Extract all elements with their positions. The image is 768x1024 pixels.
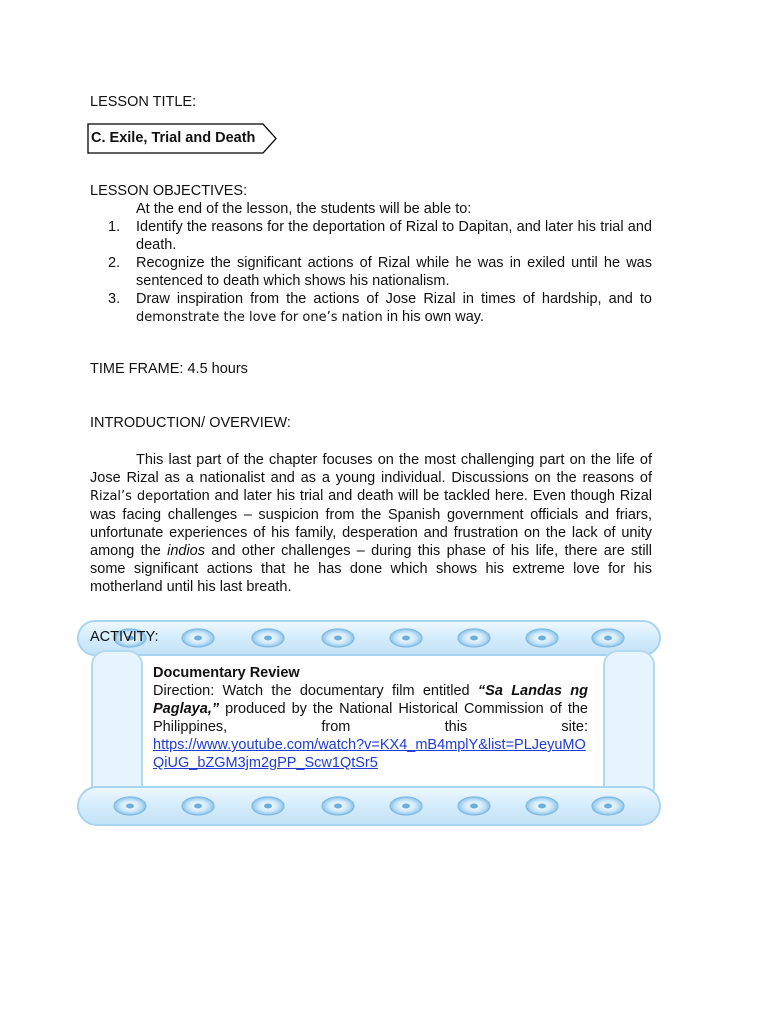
- lesson-title: C. Exile, Trial and Death: [91, 130, 256, 146]
- sprocket-hole-center: [126, 804, 134, 809]
- sprocket-hole-center: [194, 804, 202, 809]
- documentary-link[interactable]: https://www.youtube.com/watch?v=KX4_mB4mplY&list=PLJeyuMOQiUG_bZGM3jm2gPP_Scw1QtSr5: [153, 737, 586, 771]
- objectives-intro: At the end of the lesson, the students will be able to:: [136, 201, 472, 217]
- objective-text: Draw inspiration from the actions of Jose Rizal in times of hardship, and to: [136, 291, 652, 307]
- introduction-label: INTRODUCTION/ OVERVIEW:: [90, 415, 291, 431]
- sprocket-hole-center: [538, 804, 546, 809]
- objective-item: [108, 218, 652, 254]
- sprocket-hole-center: [194, 636, 202, 641]
- objective-item: [108, 254, 652, 290]
- sprocket-hole-center: [470, 636, 478, 641]
- activity-direction: Direction: Watch the documentary film entitled “Sa Landas ng Paglaya,” produced by the National Historical Commission of the Philippines, from this site:: [153, 683, 588, 735]
- lesson-title-badge: [87, 123, 277, 154]
- sprocket-hole-center: [334, 804, 342, 809]
- sprocket-hole-center: [604, 804, 612, 809]
- sprocket-hole-center: [334, 636, 342, 641]
- objective-text: Recognize the significant actions of Rizal while he was in exiled until he was sentenced to death which shows his nationalism.: [136, 255, 652, 289]
- sprocket-hole-center: [264, 636, 272, 641]
- objective-number: 3.: [108, 291, 121, 307]
- sprocket-hole-center: [604, 636, 612, 641]
- objective-number: 1.: [108, 219, 121, 235]
- sprocket-hole-center: [470, 804, 478, 809]
- activity-label: ACTIVITY:: [90, 629, 159, 645]
- lesson-title-label: LESSON TITLE:: [90, 94, 197, 110]
- sprocket-hole-center: [264, 804, 272, 809]
- objective-item: [108, 290, 652, 327]
- sprocket-hole-center: [402, 636, 410, 641]
- time-frame: TIME FRAME: 4.5 hours: [90, 361, 248, 377]
- objective-number: 2.: [108, 255, 121, 271]
- activity-title: Documentary Review: [153, 665, 300, 681]
- objective-text: in his own way.: [382, 309, 484, 325]
- objective-text: Identify the reasons for the deportation of Rizal to Dapitan, and later his trial and death.: [136, 219, 652, 253]
- sprocket-hole-center: [538, 636, 546, 641]
- sprocket-hole-center: [402, 804, 410, 809]
- activity-content: [153, 664, 588, 772]
- objectives-list: [108, 218, 652, 327]
- objectives-label: LESSON OBJECTIVES:: [90, 183, 248, 199]
- introduction-paragraph: This last part of the chapter focuses on the most challenging part on the life of Jose Rizal as a nationalist and as a young individual. Discussions on the reasons of Rizal’s deportation and later his trial and death will be tackled here. Even though Rizal was facing challenges – suspicion from the Spanish government officials and friars, unfortunate experiences of his family, desperation and frustration on the lack of unity among the indios and other challenges – during this phase of his life, there are still some significant actions that he has done which shows his extreme love for his motherland until his last breath.: [90, 452, 652, 595]
- objective-text-alt-font: demonstrate the love for one’s nation: [136, 310, 383, 325]
